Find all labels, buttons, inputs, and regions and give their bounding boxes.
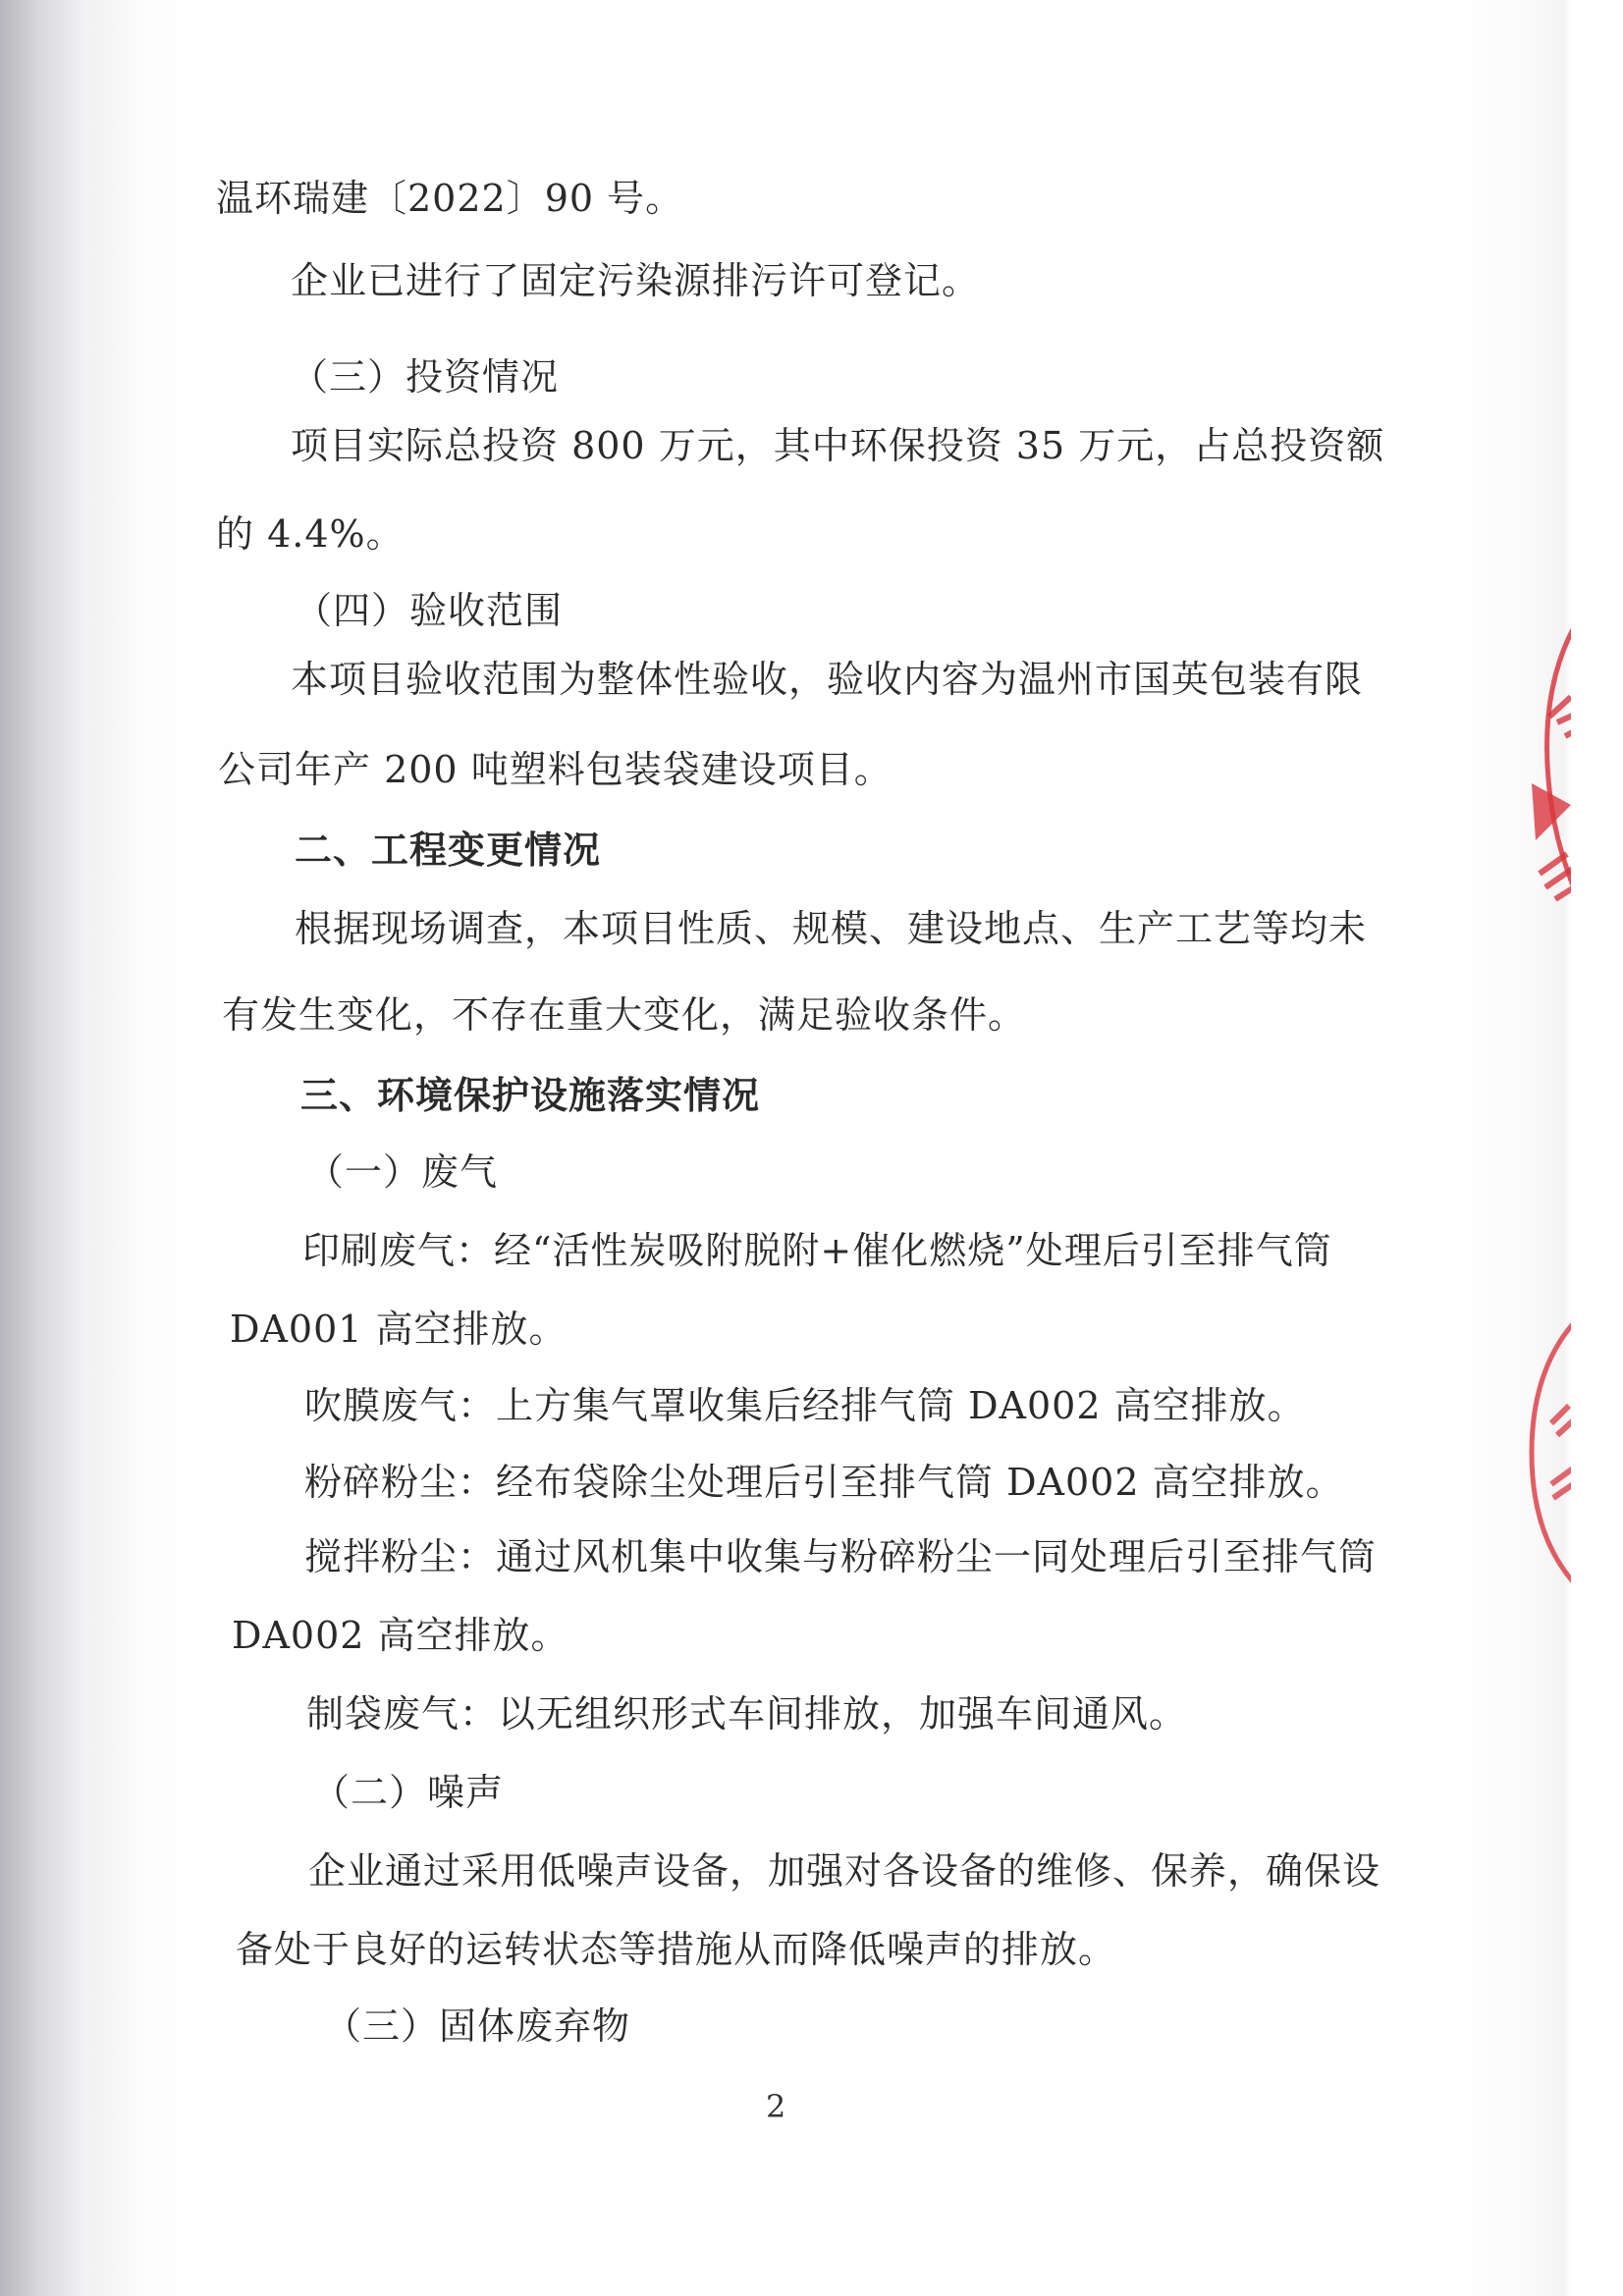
seal-stamp-partial-top bbox=[1492, 550, 1571, 962]
text-line-11: 有发生变化，不存在重大变化，满足验收条件。 bbox=[222, 993, 1027, 1037]
page-number: 2 bbox=[766, 2088, 786, 2125]
text-line-4: 项目实际总投资 800 万元，其中环保投资 35 万元，占总投资额 bbox=[291, 424, 1385, 467]
text-line-15: DA001 高空排放。 bbox=[230, 1308, 568, 1351]
text-line-8: 公司年产 200 吨塑料包装袋建设项目。 bbox=[218, 748, 893, 791]
section-waste-gas: （一）废气 bbox=[306, 1150, 499, 1194]
text-line-14: 印刷废气：经“活性炭吸附脱附+催化燃烧”处理后引至排气筒 bbox=[302, 1229, 1332, 1272]
heading-engineering-changes: 二、工程变更情况 bbox=[295, 828, 602, 872]
page-edge bbox=[1571, 0, 1623, 2296]
text-line-7: 本项目验收范围为整体性验收，验收内容为温州市国英包装有限 bbox=[291, 658, 1364, 701]
section-noise: （二）噪声 bbox=[312, 1771, 505, 1814]
text-line-1: 温环瑞建〔2022〕90 号。 bbox=[216, 177, 684, 220]
text-line-19: DA002 高空排放。 bbox=[232, 1614, 569, 1657]
text-line-18: 搅拌粉尘：通过风机集中收集与粉碎粉尘一同处理后引至排气筒 bbox=[304, 1535, 1378, 1578]
text-line-10: 根据现场调查，本项目性质、规模、建设地点、生产工艺等均未 bbox=[295, 907, 1368, 950]
section-acceptance-scope: （四）验收范围 bbox=[295, 589, 564, 632]
text-line-17: 粉碎粉尘：经布袋除尘处理后引至排气筒 DA002 高空排放。 bbox=[304, 1461, 1344, 1504]
text-line-22: 企业通过采用低噪声设备，加强对各设备的维修、保养，确保设 bbox=[308, 1849, 1381, 1893]
text-line-20: 制袋废气：以无组织形式车间排放，加强车间通风。 bbox=[306, 1692, 1188, 1735]
seal-stamp-partial-bottom bbox=[1502, 1276, 1571, 1629]
text-line-5: 的 4.4%。 bbox=[216, 512, 405, 556]
text-line-16: 吹膜废气：上方集气罩收集后经排气筒 DA002 高空排放。 bbox=[304, 1384, 1306, 1427]
section-investment: （三）投资情况 bbox=[291, 355, 560, 399]
text-line-2: 企业已进行了固定污染源排污许可登记。 bbox=[291, 259, 981, 302]
section-solid-waste: （三）固体废弃物 bbox=[324, 2004, 631, 2048]
text-line-23: 备处于良好的运转状态等措施从而降低噪声的排放。 bbox=[236, 1928, 1117, 1971]
heading-environmental-facilities: 三、环境保护设施落实情况 bbox=[300, 1073, 761, 1117]
